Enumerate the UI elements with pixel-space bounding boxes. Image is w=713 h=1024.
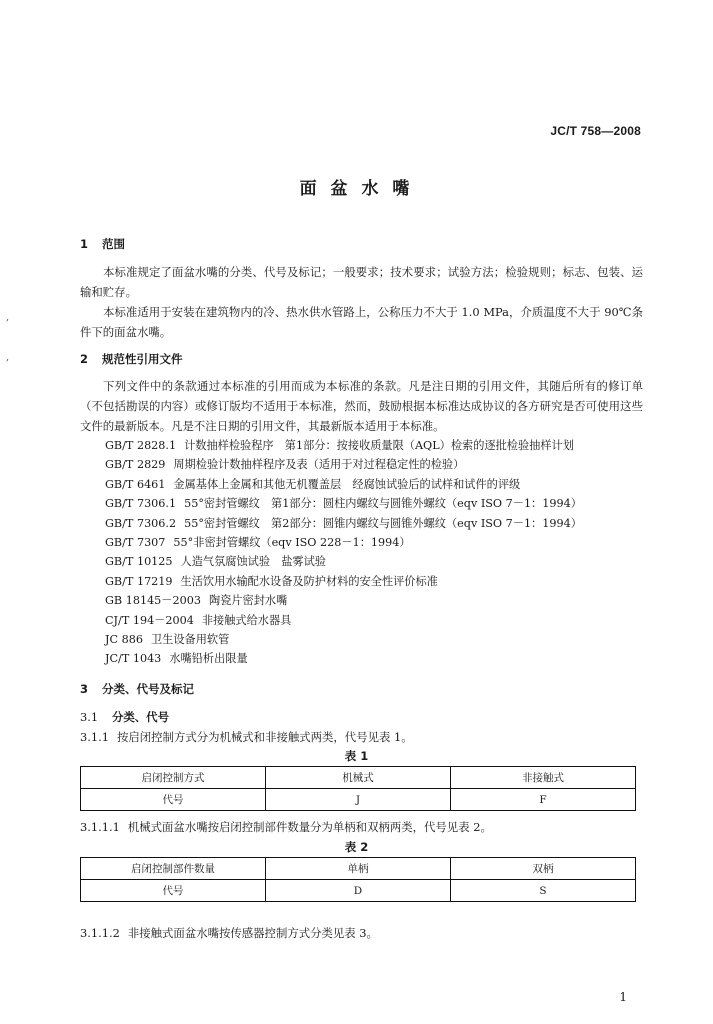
reference-title: 非接触式给水器具 (201, 613, 292, 627)
reference-title: 计数抽样检验程序 第1部分：按接收质量限（AQL）检索的逐批检验抽样计划 (184, 439, 574, 452)
reference-code: JC/T 1043 (105, 652, 162, 666)
reference-code: GB/T 7307 (105, 535, 166, 549)
section-1-paragraph-1: 本标准规定了面盆水嘴的分类、代号及标记；一般要求；技术要求；试验方法；检验规则；标志、包装、运输和贮存。 (80, 265, 643, 299)
table-header-cell: 单柄 (266, 858, 451, 880)
reference-title: 55°非密封管螺纹（eqv ISO 228－1：1994） (173, 535, 411, 549)
subsection-number: 3.1 (80, 710, 99, 724)
reference-title: 生活饮用水输配水设备及防护材料的安全性评价标准 (180, 574, 438, 588)
reference-item (105, 552, 582, 571)
document-code: JC/T 758—2008 (550, 124, 641, 138)
reference-item (105, 514, 582, 533)
section-title: 规范性引用文件 (102, 352, 183, 366)
clause-3-1-1 (80, 729, 413, 745)
reference-code: GB/T 17219 (105, 574, 173, 588)
clause-number: 3.1.1.1 (80, 820, 120, 834)
section-1-heading (80, 236, 125, 252)
clause-3-1-1-1 (80, 819, 492, 835)
reference-item (105, 475, 582, 494)
scan-mark: , (6, 352, 10, 363)
clause-number: 3.1.1.2 (80, 926, 120, 940)
reference-title: 55°密封管螺纹 第2部分：圆锥内螺纹与圆锥外螺纹（eqv ISO 7－1：1994） (184, 516, 582, 530)
table-cell: J (266, 789, 451, 811)
section-number: 3 (80, 682, 89, 696)
table-header-cell: 双柄 (451, 858, 636, 880)
reference-item (105, 572, 582, 591)
section-1-paragraph-2: 本标准适用于安装在建筑物内的冷、热水供水管路上，公称压力不大于 1.0 MPa，介质温度不大于 90℃条件下的面盆水嘴。 (80, 305, 643, 339)
reference-code: GB/T 7306.2 (105, 516, 177, 530)
section-2-paragraph: 下列文件中的条款通过本标准的引用而成为本标准的条款。凡是注日期的引用文件，其随后所有的修订单（不包括勘误的内容）或修订版均不适用于本标准，然而，鼓励根据本标准达成协议的各方研究是否可使用这些文件的最新版本。凡是不注日期的引用文件，其最新版本适用于本标准。 (80, 379, 643, 433)
table-1-caption: 表 1 (344, 749, 369, 763)
subsection-3-1-heading (80, 709, 169, 725)
table-header-cell: 非接触式 (451, 767, 636, 789)
table-1 (80, 766, 636, 811)
reference-code: CJ/T 194－2004 (105, 613, 194, 627)
reference-title: 周期检验计数抽样程序及表（适用于对过程稳定性的检验） (173, 458, 465, 472)
table-row (81, 880, 636, 902)
clause-3-1-1-2 (80, 925, 378, 941)
reference-code: GB 18145－2003 (105, 594, 201, 608)
section-title: 分类、代号及标记 (102, 682, 194, 696)
table-header-cell: 启闭控制部件数量 (81, 858, 266, 880)
clause-text: 按启闭控制方式分为机械式和非接触式两类，代号见表 1。 (116, 730, 413, 744)
section-3-heading (80, 681, 194, 697)
reference-item (105, 630, 582, 649)
page-number: 1 (619, 990, 627, 1004)
normative-references-list (105, 436, 582, 669)
table-row (81, 789, 636, 811)
section-title: 范围 (102, 237, 125, 251)
table-cell: S (451, 880, 636, 902)
reference-code: GB/T 7306.1 (105, 497, 177, 511)
table-cell: 代号 (81, 789, 266, 811)
reference-title: 陶瓷片密封水嘴 (208, 594, 288, 608)
reference-title: 卫生设备用软管 (150, 632, 230, 646)
reference-item (105, 611, 582, 630)
table-header-row (81, 858, 636, 880)
reference-title: 人造气氛腐蚀试验 盐雾试验 (180, 555, 326, 569)
reference-item (105, 591, 582, 610)
document-title: 面 盆 水 嘴 (299, 179, 414, 199)
table-2-caption: 表 2 (344, 840, 369, 854)
reference-code: GB/T 2828.1 (105, 439, 177, 452)
reference-code: GB/T 2829 (105, 458, 166, 472)
clause-number: 3.1.1 (80, 730, 109, 744)
clause-text: 机械式面盆水嘴按启闭控制部件数量分为单柄和双柄两类，代号见表 2。 (127, 820, 492, 834)
clause-text: 非接触式面盆水嘴按传感器控制方式分类见表 3。 (127, 926, 378, 940)
reference-item (105, 494, 582, 513)
reference-title: 水嘴铅析出限量 (169, 652, 248, 666)
section-2-heading (80, 351, 183, 367)
scan-mark: , (6, 312, 10, 323)
reference-title: 金属基体上金属和其他无机覆盖层 经腐蚀试验后的试样和试件的评级 (173, 477, 521, 491)
reference-code: JC 886 (105, 632, 143, 646)
reference-code: GB/T 10125 (105, 555, 173, 569)
table-cell: 代号 (81, 880, 266, 902)
reference-item (105, 436, 582, 455)
table-header-cell: 启闭控制方式 (81, 767, 266, 789)
table-cell: D (266, 880, 451, 902)
reference-code: GB/T 6461 (105, 477, 166, 491)
reference-item (105, 533, 582, 552)
reference-title: 55°密封管螺纹 第1部分：圆柱内螺纹与圆锥外螺纹（eqv ISO 7－1：1994） (184, 497, 582, 511)
table-cell: F (451, 789, 636, 811)
reference-item (105, 649, 582, 668)
table-2 (80, 857, 636, 902)
table-header-cell: 机械式 (266, 767, 451, 789)
subsection-title: 分类、代号 (112, 710, 169, 724)
section-number: 2 (80, 352, 89, 366)
reference-item (105, 455, 582, 474)
table-header-row (81, 767, 636, 789)
section-number: 1 (80, 237, 89, 251)
